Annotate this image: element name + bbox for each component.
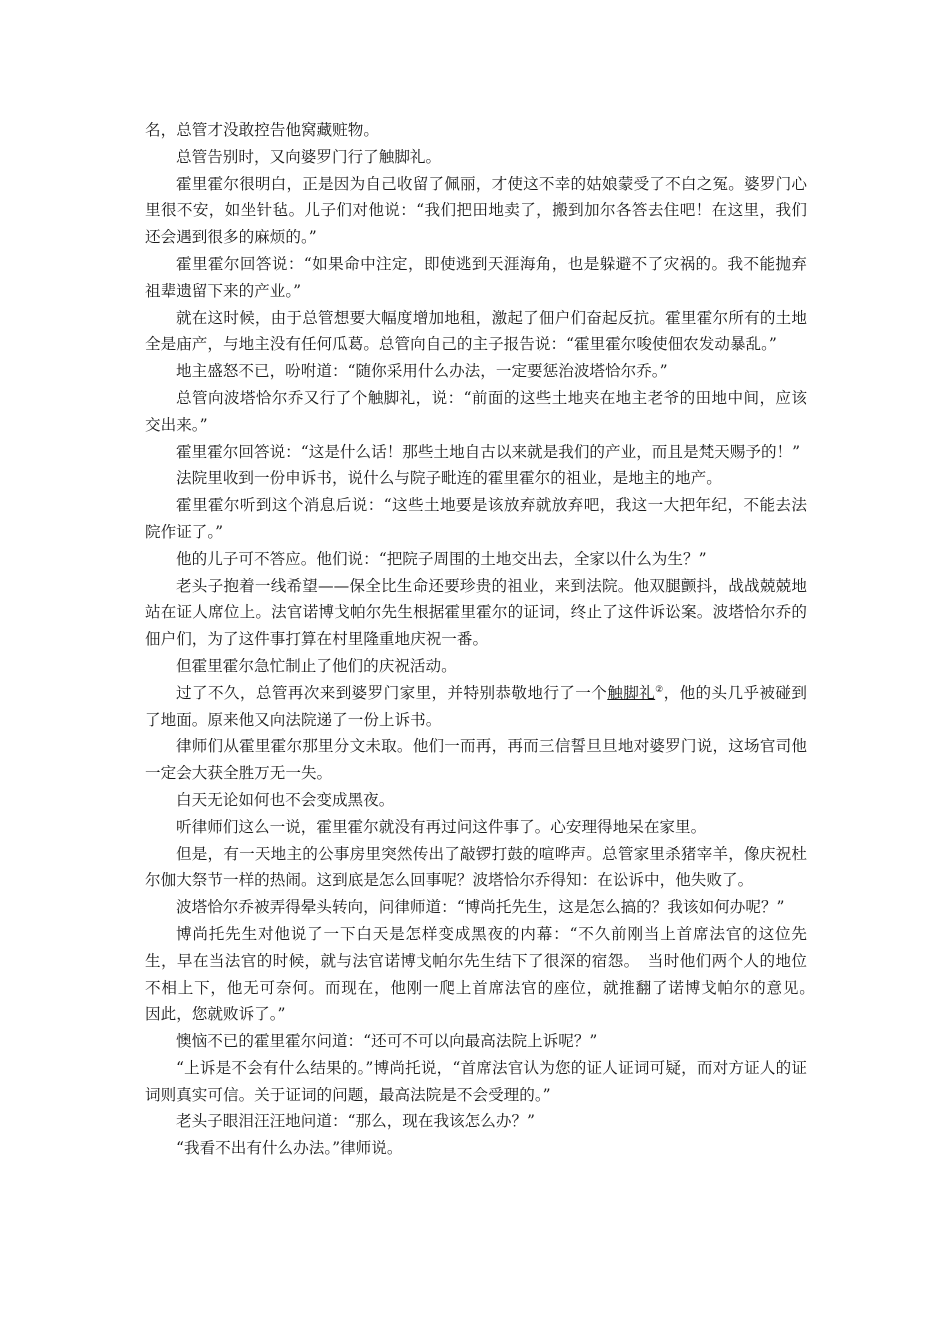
underlined-term: 触脚礼 — [607, 683, 656, 702]
paragraph: “上诉是不会有什么结果的。”博尚托说，“首席法官认为您的证人证词可疑，而对方证人的证词则真实可信。关于证词的问题，最高法院是不会受理的。” — [145, 1058, 807, 1104]
paragraph: 但霍里霍尔急忙制止了他们的庆祝活动。 — [176, 656, 457, 675]
paragraph: 博尚托先生对他说了一下白天是怎样变成黑夜的内幕：“不久前刚当上首席法官的这位先生，早在当法官的时候，就与法官诺博戈帕尔先生结下了很深的宿怨。 当时他们两个人的地位不相上下，他无可奈何。而现在，他刚一爬上首席法官的座位，就推翻了诺博戈帕尔的意见。 因此，您就败诉了。” — [145, 924, 823, 1024]
paragraph: 霍里霍尔回答说：“这是什么话！那些土地自古以来就是我们的产业，而且是梵天赐予的！” — [176, 442, 801, 461]
paragraph: 霍里霍尔很明白，正是因为自己收留了佩丽，才使这不幸的姑娘蒙受了不白之冤。婆罗门心里很不安，如坐针毡。儿子们对他说：“我们把田地卖了，搬到加尔各答去住吧！在这里，我们还会遇到很多的麻烦的。” — [145, 174, 807, 247]
paragraph: 法院里收到一份申诉书，说什么与院子毗连的霍里霍尔的祖业，是地主的地产。 — [176, 469, 722, 488]
paragraph: 波塔恰尔乔被弄得晕头转向，问律师道：“博尚托先生，这是怎么搞的？我该如何办呢？” — [176, 898, 785, 917]
paragraph: 就在这时候，由于总管想要大幅度增加地租，激起了佃户们奋起反抗。霍里霍尔所有的土地全是庙产，与地主没有任何瓜葛。总管向自己的主子报告说：“霍里霍尔唆使佃农发动暴乱。” — [145, 308, 807, 354]
paragraph: 总管向波塔恰尔乔又行了个触脚礼，说：“前面的这些土地夹在地主老爷的田地中间，应该交出来。” — [145, 388, 807, 434]
paragraph: 老头子抱着一线希望——保全比生命还要珍贵的祖业，来到法院。他双腿颤抖，战战兢兢地站在证人席位上。法官诺博戈帕尔先生根据霍里霍尔的证词，终止了这件诉讼案。波塔恰尔乔的佃户们，为了这件事打算在村里隆重地庆祝一番。 — [145, 576, 807, 649]
paragraph: 懊恼不已的霍里霍尔问道：“还可不可以向最高法院上诉呢？” — [176, 1032, 598, 1051]
paragraph: 老头子眼泪汪汪地问道：“那么，现在我该怎么办？” — [176, 1112, 536, 1131]
paragraph: 他的儿子可不答应。他们说：“把院子周围的土地交出去，全家以什么为生？” — [176, 549, 707, 568]
paragraph: 总管告别时，又向婆罗门行了触脚礼。 — [176, 147, 442, 166]
paragraph: 律师们从霍里霍尔那里分文未取。他们一而再，再而三信誓旦旦地对婆罗门说，这场官司他一定会大获全胜万无一失。 — [145, 737, 807, 783]
paragraph: 名，总管才没敢控告他窝藏赃物。 — [145, 121, 379, 139]
text-segment: 过了不久，总管再次来到婆罗门家里，并特别恭敬地行了一个 — [176, 683, 608, 702]
paragraph: 霍里霍尔听到这个消息后说：“这些土地要是该放弃就放弃吧，我这一大把年纪，不能去法院作证了。” — [145, 496, 807, 541]
paragraph: “我看不出有什么办法。”律师说。 — [176, 1139, 403, 1158]
paragraph: 霍里霍尔回答说：“如果命中注定，即使逃到天涯海角，也是躲避不了灾祸的。我不能抛弃祖辈遗留下来的产业。” — [145, 254, 807, 300]
paragraph: 地主盛怒不已，吩咐道：“随你采用什么办法，一定要惩治波塔恰尔乔。” — [176, 362, 668, 381]
footnote-marker: ② — [655, 684, 664, 695]
text-segment: ，他的头几乎被碰到了地面。原来他又向法院递了一份上诉书。 — [145, 683, 807, 729]
paragraph: 但是，有一天地主的公事房里突然传出了敲锣打鼓的喧哗声。总管家里杀猪宰羊，像庆祝杜尔伽大祭节一样的热闹。这到底是怎么回事呢？波塔恰尔乔得知：在讼诉中，他失败了。 — [145, 844, 807, 890]
paragraph: 白天无论如何也不会变成黑夜。 — [176, 790, 395, 809]
paragraph: 听律师们这么一说，霍里霍尔就没有再过问这件事了。心安理得地呆在家里。 — [176, 817, 707, 836]
document-page — [145, 117, 823, 1162]
paragraph-with-footnote — [145, 680, 807, 734]
